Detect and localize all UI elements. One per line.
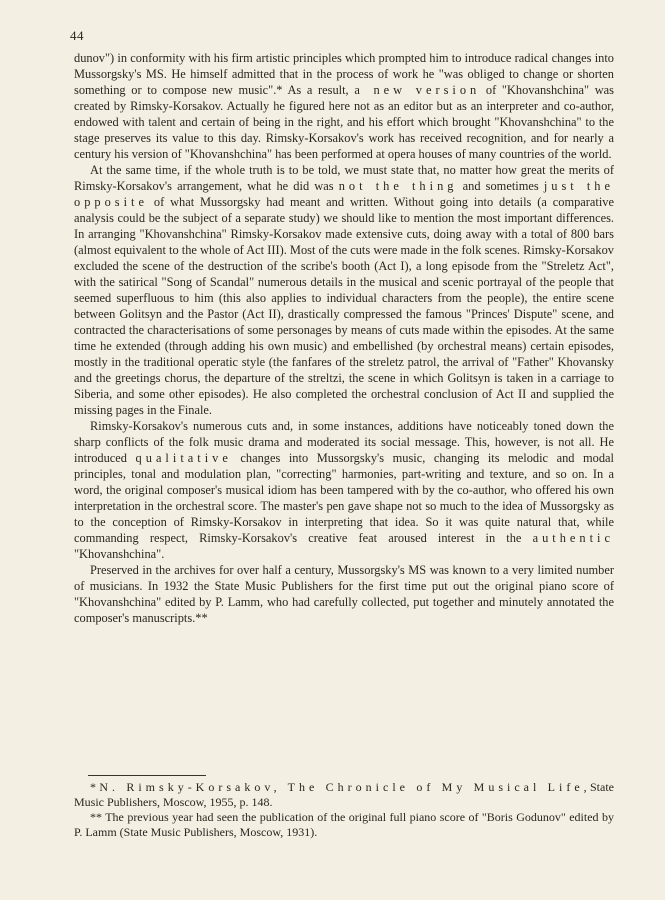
text-run: , State Music Publishers, Moscow, 1955, p. 148. — [74, 780, 615, 809]
footnotes — [74, 780, 614, 840]
spaced-emphasis: N. Rimsky-Korsakov, The Chronicle of My Musical Life — [99, 780, 584, 794]
paragraph — [74, 418, 614, 562]
paragraph — [74, 162, 614, 418]
spaced-emphasis: not the thing — [338, 179, 458, 193]
body-text — [74, 50, 614, 626]
page-number: 44 — [70, 28, 84, 43]
spaced-emphasis: qualitative — [135, 451, 232, 465]
text-run: * — [90, 780, 100, 794]
text-run: Preserved in the archives for over half a century, Mussorgsky's MS was known to a very limited number of musicians. In 1932 the State Music Publishers for the first time put out the original piano score of "Khovanshchina" edited by P. Lamm, who had carefully collected, put together and minutely annotated the composer's manuscripts.** — [74, 563, 614, 625]
text-run: At the same time, if the whole truth is to be told, we must state that, no matter how great the merits of Rimsky-Korsakov's arrangement, what he did was — [74, 163, 614, 193]
text-run: of "Khovanshchina" was created by Rimsky-Korsakov. Actually he figured here not as an editor but as an interpreter and co-author, endowed with talent and certain of being in the right, and his effort which brought "Khovanshchina" to the stage preserves its value to this day. Rimsky-Korsakov's work has received recognition, and for nearly a century his version of "Khovanshchina" has been performed at opera houses of many countries of the world. — [74, 83, 614, 161]
text-run: of what Mussorgsky had meant and written. Without going into details (a comparative analysis could be the subject of a separate study) we should like to mention the most important differences. In arranging "Khovanshchina" Rimsky-Korsakov made extensive cuts, doing away with a total of 800 bars (almost equivalent to the whole of Act III). Most of the cuts were made in the folk scenes. Rimsky-Korsakov excluded the scene of the destruction of the scribe's booth (Act I), a long episode from the "Streletz Act", with the satirical "Song of Scandal" numerous details in the musical and scenic portrayal of the people that seemed superfluous to him (this also applies to individual characters from the people), the entire scene between Golitsyn and the Pastor (Act II), drastically compressed the famous "Princes' Dispute" scene, and contracted the characterisations of some personages by means of cuts made within the episodes. At the same time he extended (through adding his own music) and embellished (by orchestral means) certain episodes, mostly in the traditional operatic style (the fanfares of the streletz patrol, the arrival of "Father" Khovansky and the greetings chorus, the departure of the streltzi, the scene in which Golitsyn is taken in a carriage to Siberia, and some other episodes). He also completed the orchestral conclusion of Act II and supplied the missing pages in the Finale. — [74, 195, 614, 417]
text-run: dunov") in conformity with his firm artistic principles which prompted him to introduce radical changes into Mussorgsky's MS. He himself admitted that in the process of work he "was obliged to change or shorten something or to compose new music".* As a result, — [74, 51, 614, 97]
paragraph — [74, 562, 614, 626]
paragraph — [74, 50, 614, 162]
footnote-divider — [88, 775, 206, 776]
footnote — [74, 780, 614, 810]
footnote — [74, 810, 614, 840]
text-run: ** The previous year had seen the publication of the original full piano score of "Boris Godunov" edited by P. Lamm (State Music Publishers, Moscow, 1931). — [74, 810, 614, 839]
spaced-emphasis: a new version — [354, 83, 481, 97]
spaced-emphasis: just the opposite — [74, 179, 615, 209]
spaced-emphasis: authentic — [532, 531, 614, 545]
text-run: changes into Mussorgsky's music, changing its melodic and modal principles, tonal and modulation plan, "correcting" harmonies, part-writing and texture, and so on. In a word, the original composer's musical idiom has been tampered with by the co-author, who offered his own interpretation in the orchestral score. The master's pen gave shape not so much to the idea of Mussorgsky as to the conception of Rimsky-Korsakov in interpreting that idea. So it was quite natural that, while commanding respect, Rimsky-Korsakov's creative feat aroused interest in the — [74, 451, 614, 545]
text-run: Rimsky-Korsakov's numerous cuts and, in some instances, additions have noticeably toned down the sharp conflicts of the folk music drama and moderated its social message. This, however, is not all. He introduced — [74, 419, 614, 465]
text-run: "Khovanshchina". — [74, 547, 165, 561]
text-run: and sometimes — [457, 179, 544, 193]
